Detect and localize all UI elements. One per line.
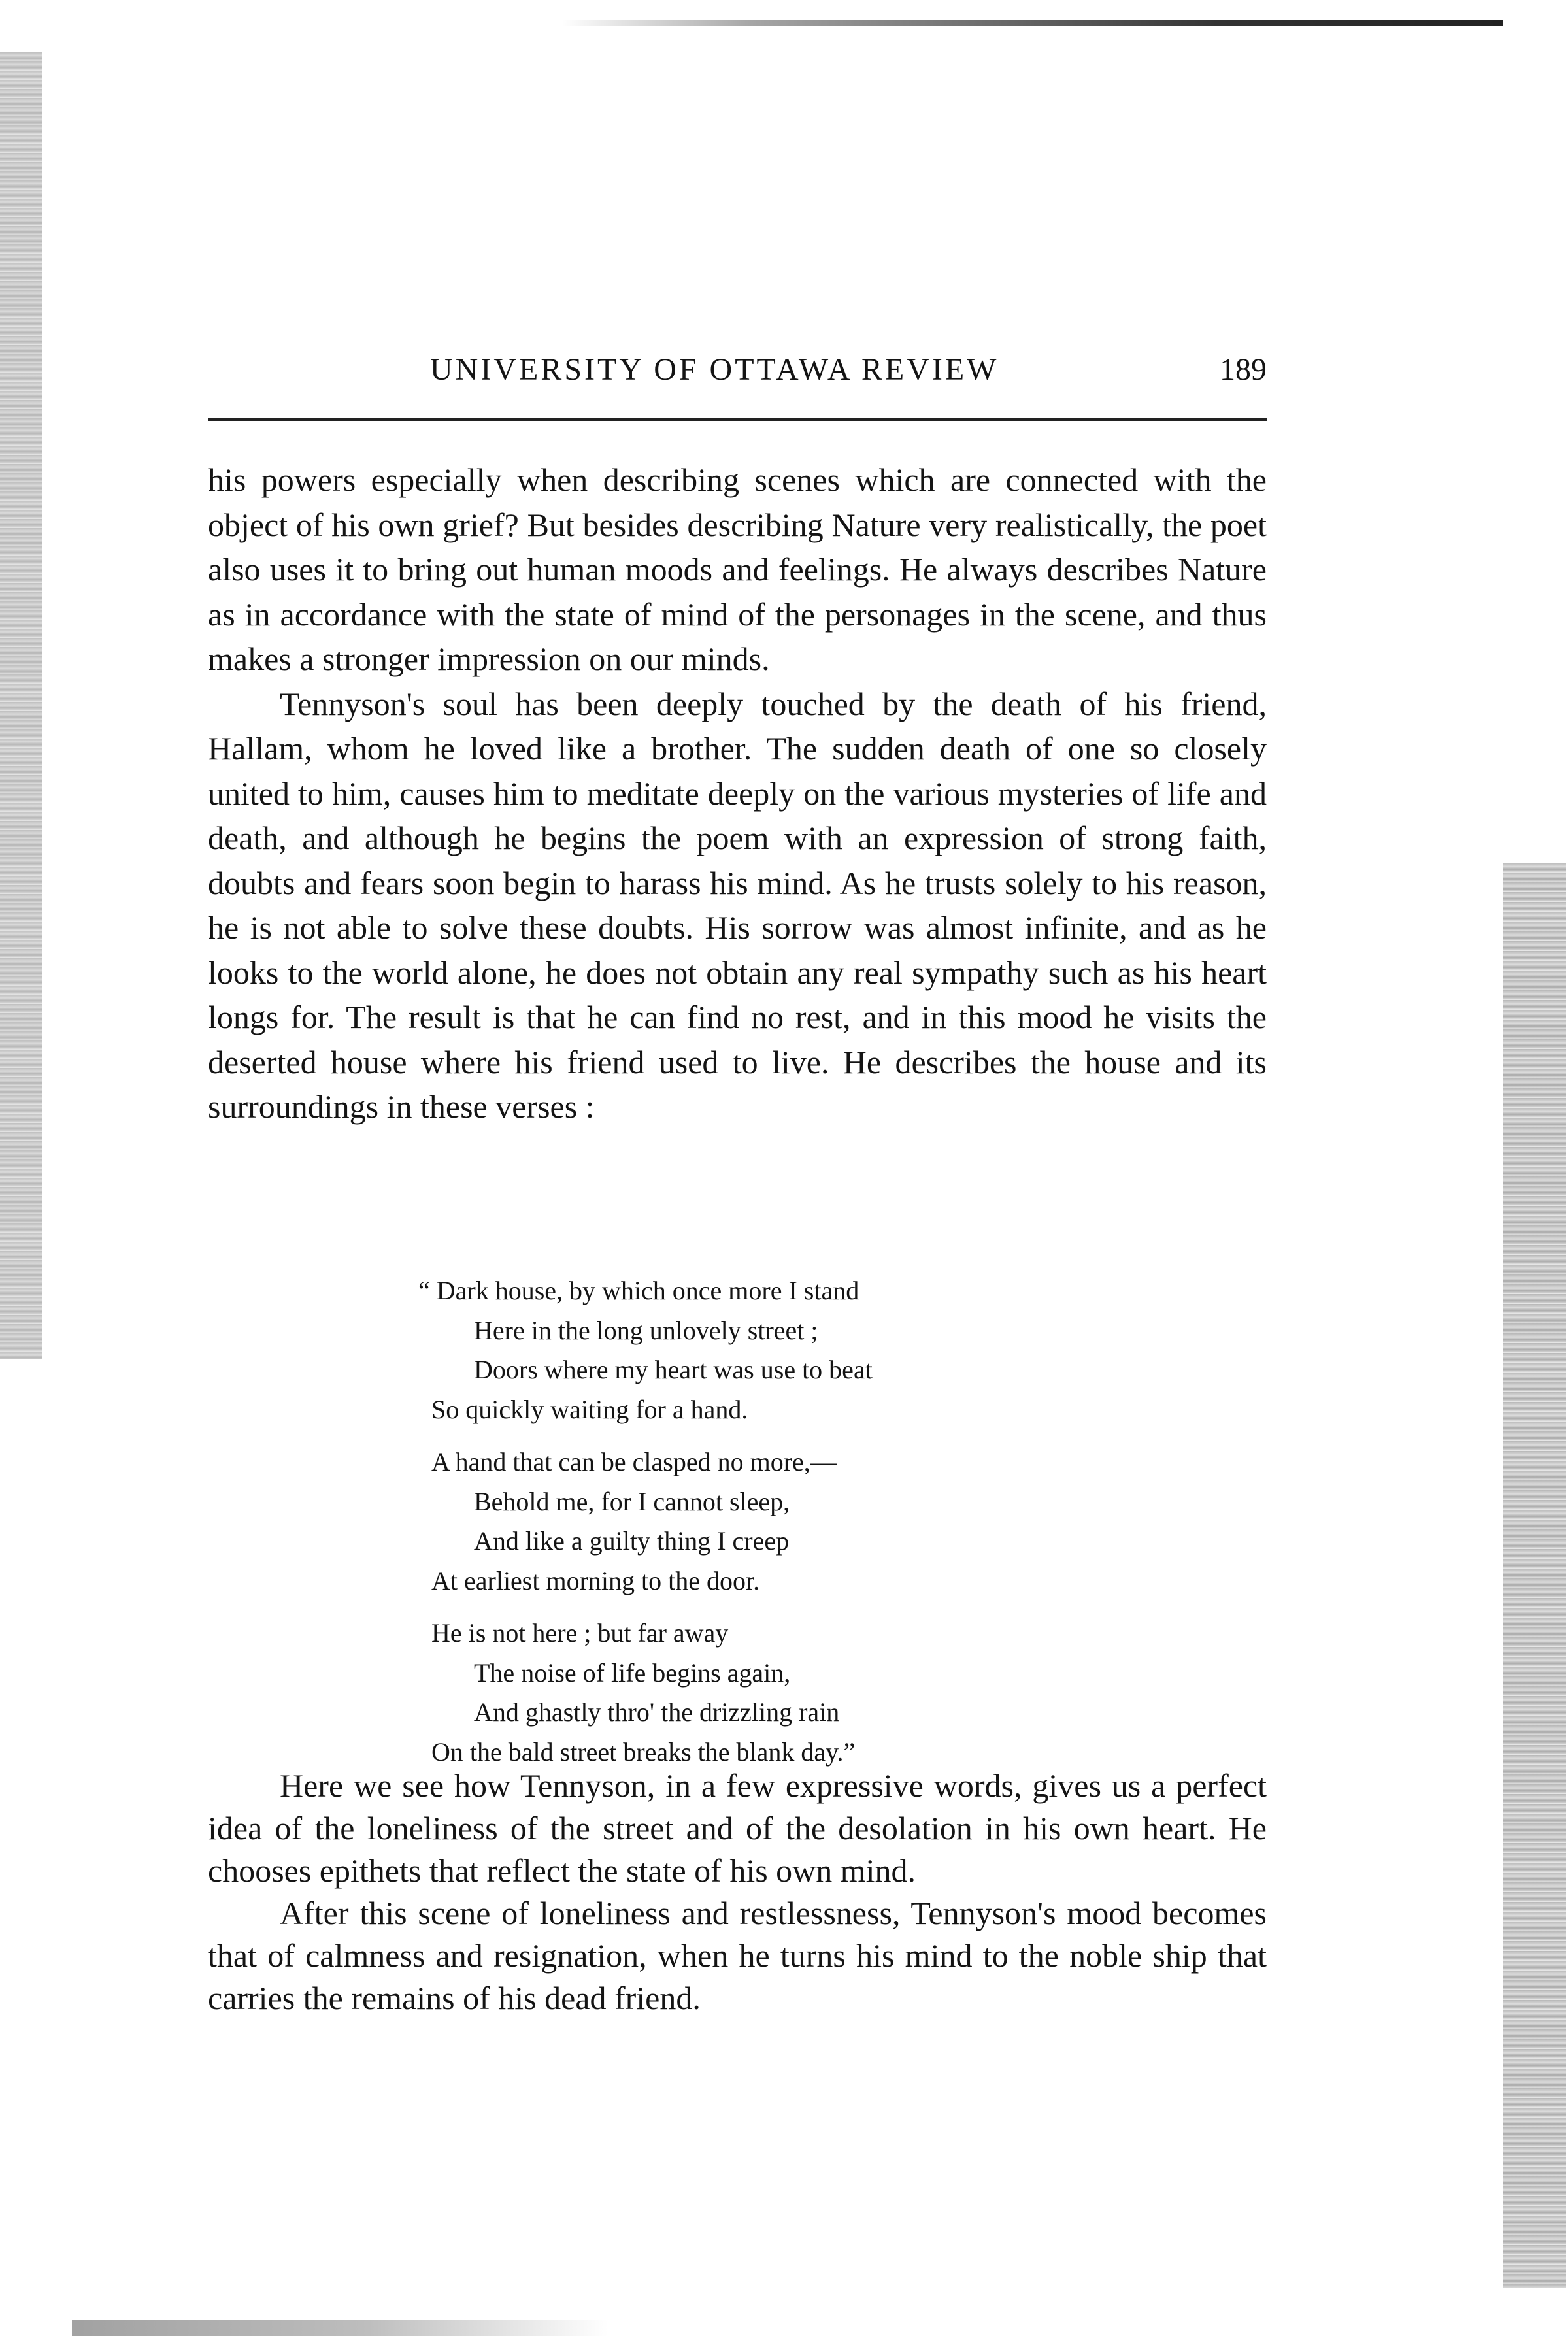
- paragraph-here-we-see: Here we see how Tennyson, in a few expressive words, gives us a perfect idea of the loneliness of the street and of the desolation in his own heart. He chooses epithets that reflect the state of his own mind.: [208, 1767, 1267, 1889]
- poem-line: The noise of life begins again,: [474, 1657, 791, 1688]
- poem-line: Doors where my heart was use to beat: [474, 1355, 873, 1384]
- poem-line: And ghastly thro' the drizzling rain: [474, 1697, 840, 1727]
- paragraph-tennyson-soul: Tennyson's soul has been deeply touched by the death of his friend, Hallam, whom he loved like a brother. The sudden death of one so closely united to him, causes him to meditate deeply on the various mysteries of life and death, and although he begins the poem with an expression of strong faith, doubts and fears soon begin to harass his mind. As he trusts solely to his reason, he is not able to solve these doubts. His sorrow was almost infinite, and as he looks to the world alone, he does not obtain any real sympathy such as his heart longs for. The result is that he can find no rest, and in this mood he visits the deserted house where his friend used to live. He describes the house and its surroundings in these verses :: [208, 685, 1267, 1125]
- running-head: [208, 352, 1267, 404]
- paragraph-continued: his powers especially when describing scenes which are connected with the object of his own grief? But besides describing Nature very realistically, the poet also uses it to bring out human moods and feelings. He always describes Nature as in accordance with the state of mind of the personages in the scene, and thus makes a stronger impression on our minds.: [208, 461, 1267, 677]
- poem-stanza-1: [418, 1271, 1150, 1429]
- scan-edge-left: [0, 52, 42, 1359]
- poem-line: “ Dark house, by which once more I stand: [418, 1276, 859, 1305]
- body-text-top: [208, 458, 1267, 1129]
- scan-edge-top: [562, 20, 1503, 26]
- journal-title: UNIVERSITY OF OTTAWA REVIEW: [430, 352, 999, 387]
- header-rule: [208, 418, 1267, 421]
- poem-stanza-3: [431, 1614, 1150, 1772]
- paragraph-after-this-scene: After this scene of loneliness and restlessness, Tennyson's mood becomes that of calmness and resignation, when he turns his mind to the noble ship that carries the remains of his dead friend.: [208, 1895, 1267, 2016]
- poem-line: Here in the long unlovely street ;: [474, 1315, 818, 1345]
- poem-line: So quickly waiting for a hand.: [431, 1394, 748, 1424]
- scan-edge-right: [1503, 863, 1566, 2288]
- poem-line: On the bald street breaks the blank day.”: [431, 1737, 856, 1767]
- page-number: 189: [1220, 352, 1267, 387]
- scan-edge-bottom: [72, 2320, 608, 2336]
- body-text-bottom: [208, 1765, 1267, 2020]
- poem-stanza-2: [431, 1442, 1150, 1601]
- poem-line: He is not here ; but far away: [431, 1618, 729, 1648]
- poem-quote: [418, 1271, 1150, 1785]
- poem-line: At earliest morning to the door.: [431, 1565, 760, 1595]
- poem-line: Behold me, for I cannot sleep,: [474, 1486, 790, 1516]
- poem-line: A hand that can be clasped no more,—: [431, 1447, 837, 1476]
- poem-line: And like a guilty thing I creep: [474, 1526, 790, 1556]
